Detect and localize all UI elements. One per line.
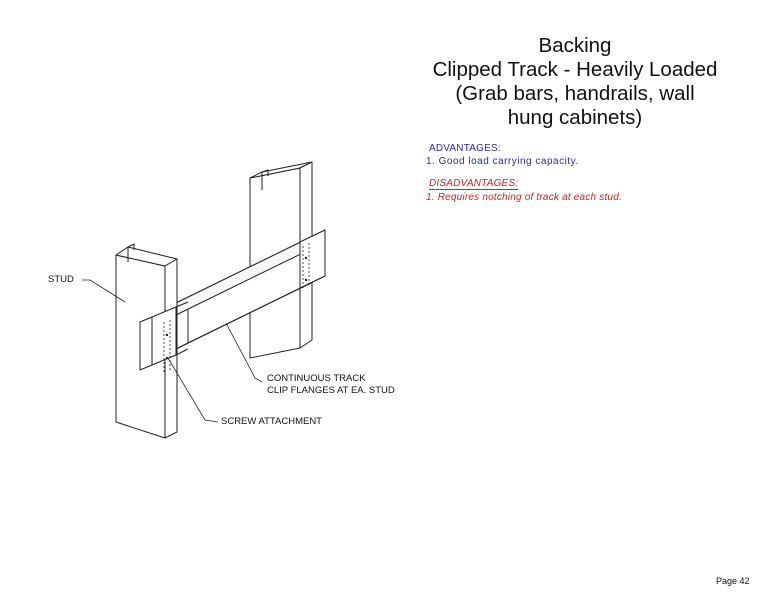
track-label-line-2: CLIP FLANGES AT EA. STUD bbox=[267, 385, 395, 396]
disadvantage-item: 1. Requires notching of track at each stud. bbox=[426, 192, 622, 203]
title-line-4: hung cabinets) bbox=[507, 106, 643, 129]
advantages-heading: ADVANTAGES: bbox=[429, 143, 501, 154]
track-label-line-1: CONTINUOUS TRACK bbox=[267, 373, 366, 384]
screw-dot bbox=[166, 334, 168, 336]
screw-label: SCREW ATTACHMENT bbox=[221, 416, 322, 427]
disadvantages-heading: DISADVANTAGES: bbox=[429, 178, 519, 189]
screw-dot bbox=[166, 357, 168, 359]
title-line-1: Backing bbox=[538, 34, 612, 57]
advantage-item: 1. Good load carrying capacity. bbox=[426, 156, 579, 167]
title-line-3: (Grab bars, handrails, wall bbox=[455, 82, 695, 105]
page-number: Page 42 bbox=[716, 576, 750, 586]
title-line-2: Clipped Track - Heavily Loaded bbox=[432, 58, 718, 81]
screw-dot bbox=[305, 257, 307, 259]
screw-dot bbox=[305, 279, 307, 281]
stud-label: STUD bbox=[48, 274, 74, 285]
